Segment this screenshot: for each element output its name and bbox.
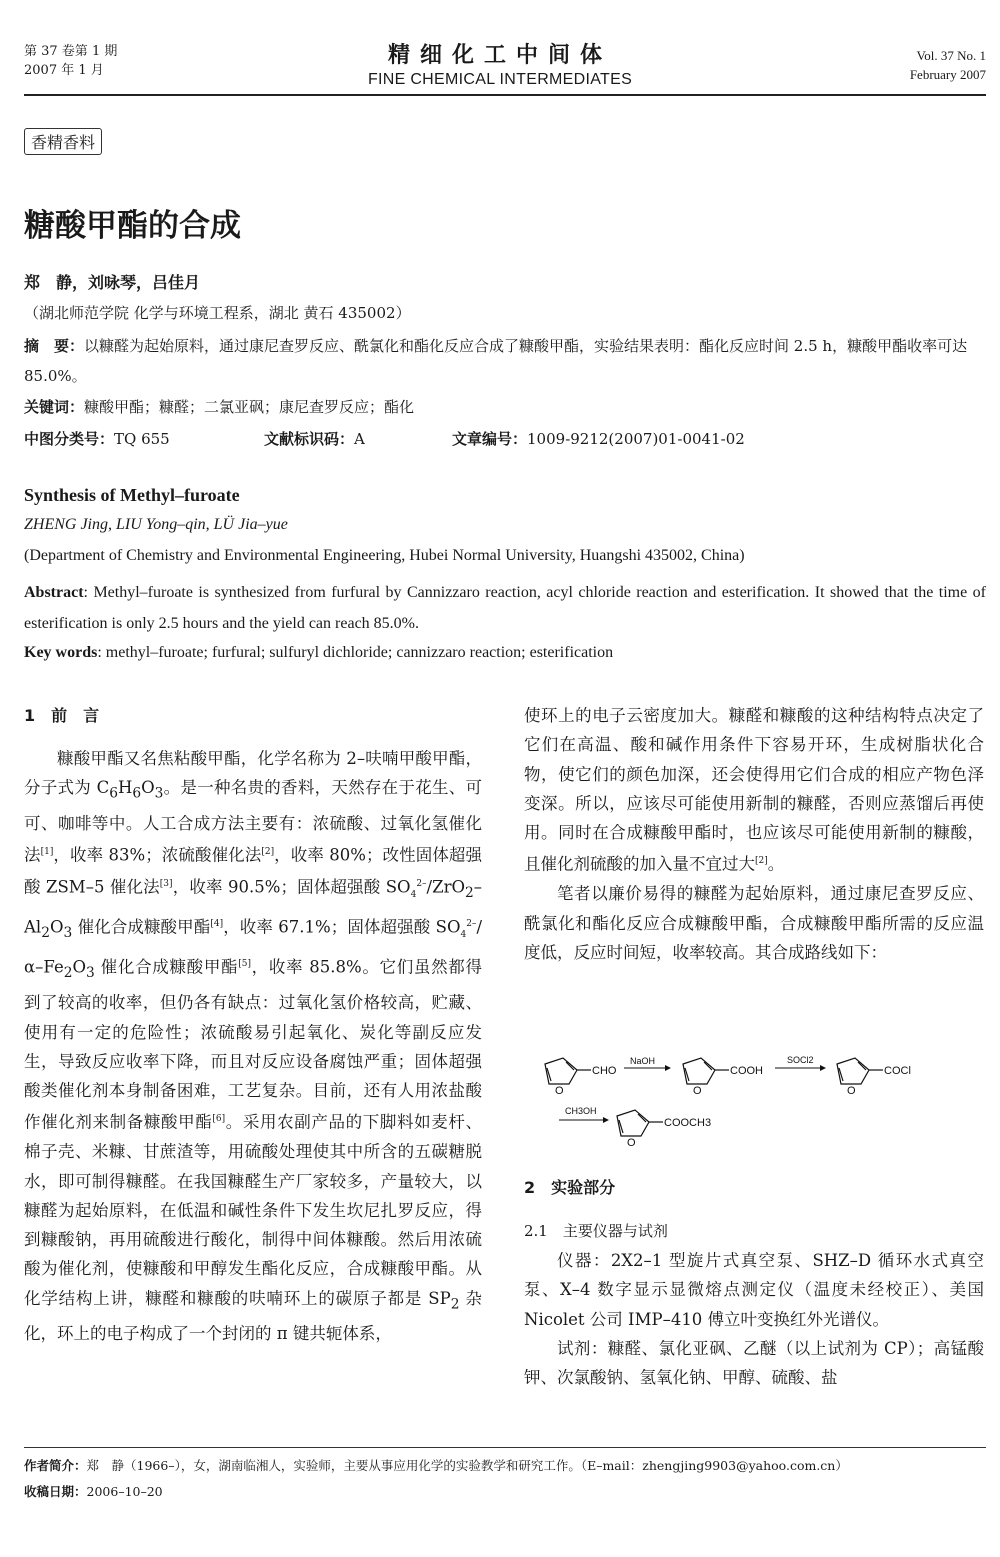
subsection-2-1-heading: 2.1 主要仪器与试剂 [524, 1222, 668, 1240]
article-title-zh: 糖酸甲酯的合成 [24, 208, 241, 244]
ring-oxygen: O [555, 1085, 564, 1097]
received-date [24, 1482, 163, 1500]
volume-issue-en: Vol. 37 No. 1 [916, 48, 986, 63]
date-en: February 2007 [909, 67, 986, 82]
header-rule [24, 94, 986, 96]
section-2-heading: 2 实验部分 [524, 1178, 616, 1197]
clc-value: TQ 655 [114, 430, 170, 448]
author-bio [24, 1456, 986, 1474]
received-value: 2006–10–20 [86, 1484, 163, 1499]
synthesis-scheme [525, 1050, 985, 1150]
date-zh: 2007 年 1 月 [24, 63, 104, 78]
abstract-zh [24, 331, 982, 391]
intro-paragraph: 糠酸甲酯又名焦粘酸甲酯，化学名称为 2–呋喃甲酸甲酯，分子式为 $C_6H_6O_3$。是一种名贵的香料，天然存在于花生、可可、咖啡等中。人工合成方法主要有：浓硫酸、过氧化氢催化法[1]，收率 83%；浓硫酸催化法[2]，收率 80%；改性固体超强酸 ZSM–5 催化法[3]，收率 90.5%；固体超强酸 $SO_4^{2-}/ZrO_2-Al_2O_3$ 催化合成糠酸甲酯[4]，收率 67.1%；固体超强酸 $SO_4^{2-}/\alpha-Fe_2O_3$ 催化合成糠酸甲酯[5]，收率 85.8%。它们虽然都得到了较高的收率，但仍各有缺点：过氧化氢价格较高，贮藏、使用有一定的危险性；浓硫酸易引起氧化、炭化等副反应发生，导致反应收率下降，而且对反应设备腐蚀严重；固体超强酸类催化剂本身制备困难，工艺复杂。目前，还有人用浓盐酸作催化剂来制备糠酸甲酯[6]。采用农副产品的下脚料如麦杆、棉子壳、米糠、甘蔗渣等，用硫酸处理使其中所含的五碳糖脱水，即可制得糠醛。在我国糠醛生产厂家较多，产量较大，以糠醛为起始原料，在低温和碱性条件下发生坎尼扎罗反应，得到糠酸钠，再用硫酸进行酸化，制得中间体糠酸。然后用浓硫酸为催化剂，使糠酸和甲醇发生酯化反应，合成糠酸甲酯。从化学结构上讲，糠醛和糠酸的呋喃环上的碳原子都是 $SP_2$ 杂化，环上的电子构成了一个封闭的 π 键共轭体系， [24, 749, 483, 1344]
group-cho: CHO [592, 1065, 617, 1077]
group-cocl: COCl [884, 1065, 911, 1077]
ring-oxygen: O [693, 1085, 702, 1097]
keywords-zh [24, 396, 414, 417]
article-no-value: 1009-9212(2007)01-0041-02 [527, 430, 745, 448]
keywords-zh-text: 糠酸甲酯；糠醛；二氯亚砜；康尼查罗反应；酯化 [84, 398, 415, 416]
reagent-naoh: NaOH [630, 1056, 656, 1066]
section-2-body [524, 1246, 984, 1392]
journal-name-en: FINE CHEMICAL INTERMEDIATES [367, 71, 633, 88]
keywords-en-text: : methyl–furoate; furfural; sulfuryl dichloride; cannizzaro reaction; esterification [97, 644, 614, 661]
furan-ring-icon [545, 1058, 591, 1084]
abstract-zh-label: 摘 要： [24, 337, 85, 355]
furan-ring-icon [683, 1058, 729, 1084]
abstract-en-text: : Methyl–furoate is synthesized from furfural by Cannizzaro reaction, acyl chloride reaction and esterification. It showed that the time of esterification is only 2.5 hours and the yield can reach 85.0%. [24, 584, 986, 632]
right-column-body [524, 701, 984, 967]
abstract-en-label: Abstract [24, 584, 84, 601]
journal-name-zh: 精细化工中间体 [387, 43, 612, 68]
doc-code-label: 文献标识码： [264, 430, 355, 448]
authors-en: ZHENG Jing, LIU Yong–qin, LÜ Jia–yue [24, 516, 288, 533]
classification-line [24, 428, 984, 449]
article-title-en: Synthesis of Methyl–furoate [24, 485, 240, 505]
ring-oxygen: O [627, 1137, 636, 1149]
keywords-en-label: Key words [24, 644, 98, 661]
column-tag: 香精香料 [24, 128, 102, 155]
furan-ring-icon [837, 1058, 883, 1084]
reagent-socl2: SOCl2 [787, 1055, 814, 1065]
clc-label: 中图分类号： [24, 430, 115, 448]
author-bio-text: 郑 静（1966–），女，湖南临湘人，实验师，主要从事应用化学的实验教学和研究工作。（E–mail：zhengjing9903@yahoo.com.cn） [86, 1458, 848, 1473]
abstract-zh-text: 以糠醛为起始原料，通过康尼查罗反应、酰氯化和酯化反应合成了糠酸甲酯，实验结果表明：酯化反应时间 2.5 h，糠酸甲酯收率可达 85.0%。 [24, 337, 968, 385]
header-right [910, 46, 986, 84]
affiliation-zh: （湖北师范学院 化学与环境工程系，湖北 黄石 435002） [24, 304, 411, 322]
ring-oxygen: O [847, 1085, 856, 1097]
journal-title [0, 38, 1000, 89]
group-cooh: COOH [730, 1065, 763, 1077]
doc-code-value: A [354, 430, 365, 448]
reagent-ch3oh: CH3OH [565, 1106, 597, 1116]
footnote-rule [24, 1447, 986, 1448]
keywords-zh-label: 关键词： [24, 398, 85, 416]
group-cooch3: COOCH3 [664, 1117, 712, 1129]
reagents-paragraph: 试剂：糠醛、氯化亚砜、乙醚（以上试剂为 CP）；高锰酸钾、次氯酸钠、氢氧化钠、甲醇、硫酸、盐 [524, 1338, 984, 1388]
section-1-heading: 1 前 言 [24, 706, 100, 725]
authors-zh: 郑 静，刘咏琴，吕佳月 [24, 273, 201, 292]
volume-issue-zh: 第 37 卷第 1 期 [24, 44, 118, 59]
keywords-en [24, 644, 613, 662]
route-paragraph: 笔者以廉价易得的糠醛为起始原料，通过康尼查罗反应、酰氯化和酯化反应合成糠酸甲酯，合成糠酸甲酯所需的反应温度低，反应时间短，收率较高。其合成路线如下： [524, 884, 984, 962]
received-label: 收稿日期： [24, 1484, 87, 1499]
furan-ring-icon [617, 1110, 663, 1136]
continued-paragraph: 使环上的电子云密度加大。糠醛和糠酸的这种结构特点决定了它们在高温、酸和碱作用条件下容易开环，生成树脂状化合物，使它们的颜色加深，还会使得用它们合成的相应产物色泽变深。所以，应该尽可能使用新制的糠醛，否则应蒸馏后再使用。同时在合成糠酸甲酯时，也应该尽可能使用新制的糠酸，且催化剂硫酸的加入量不宜过大[2]。 [524, 706, 984, 874]
author-bio-label: 作者简介： [24, 1458, 87, 1473]
left-column-body [24, 744, 482, 1349]
abstract-en [24, 577, 986, 639]
affiliation-en: (Department of Chemistry and Environmental Engineering, Hubei Normal University, Huangshi 435002, China) [24, 547, 745, 564]
instruments-paragraph: 仪器：2X2–1 型旋片式真空泵、SHZ–D 循环水式真空泵、X–4 数字显示显微熔点测定仪（温度未经校正）、美国 Nicolet 公司 IMP–410 傅立叶变换红外光谱仪。 [524, 1251, 984, 1329]
article-no-label: 文章编号： [452, 430, 528, 448]
